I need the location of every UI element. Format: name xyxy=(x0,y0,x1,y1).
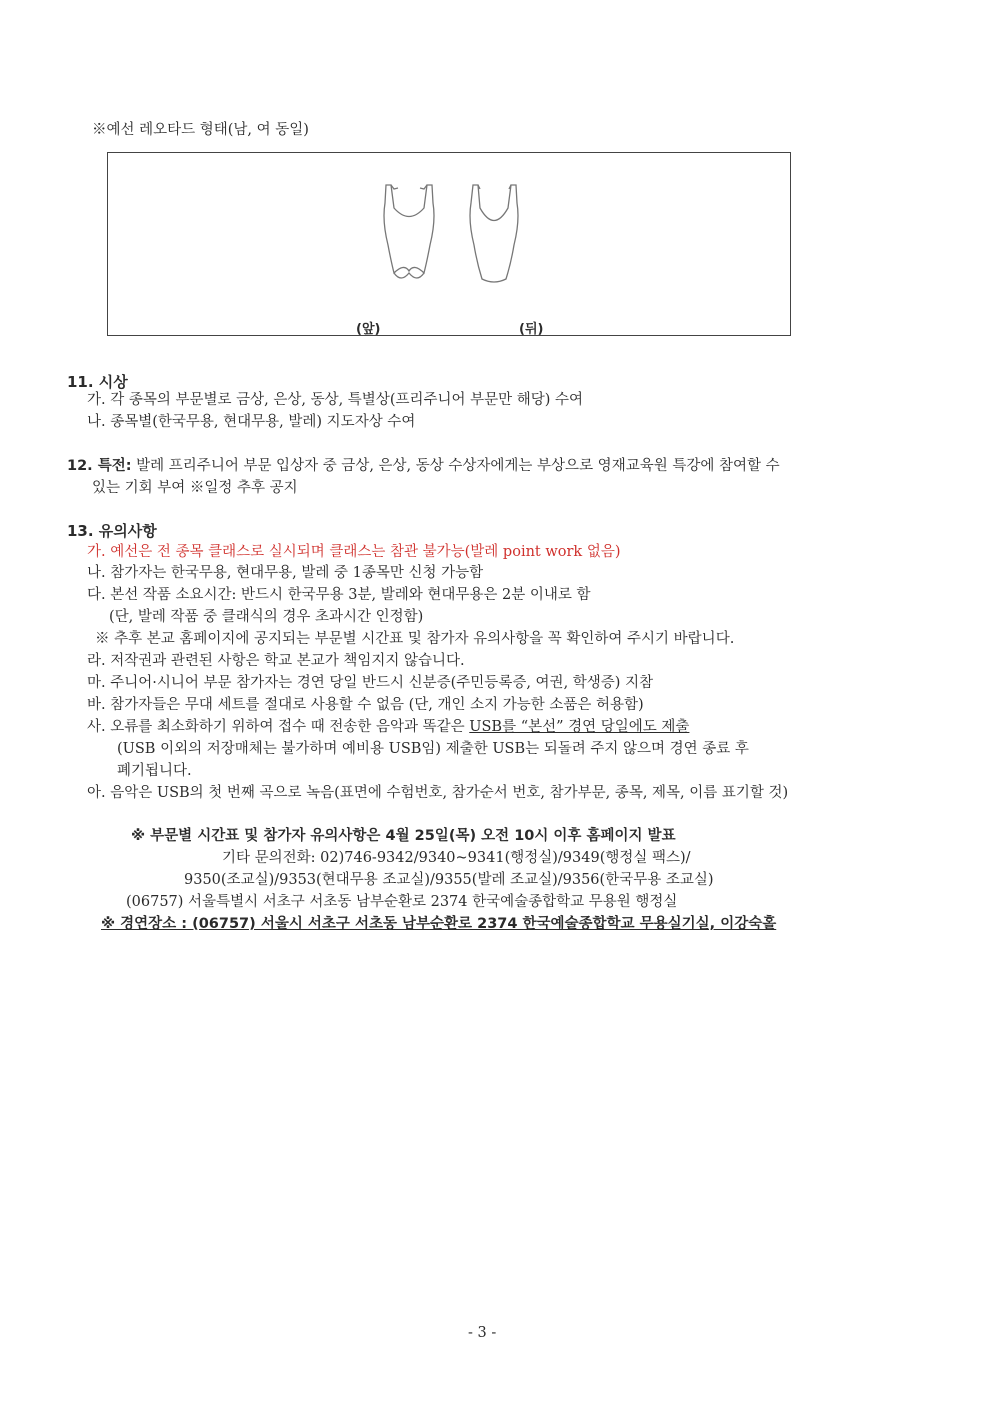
section-12-line-2: 있는 기회 부여 ※일정 추후 공지 xyxy=(92,480,298,496)
section-13-item-sa-underline: USB를 “본선” 경연 당일에도 제출 xyxy=(469,719,690,735)
contact-line-2: 9350(조교실)/9353(현대무용 조교실)/9355(발레 조교실)/9356(한국무용 조교실) xyxy=(184,872,714,888)
section-13-item-da-note: (단, 발레 작품 중 클래식의 경우 초과시간 인정함) xyxy=(109,609,424,625)
section-13-item-ba: 바. 참가자들은 무대 세트를 절대로 사용할 수 없음 (단, 개인 소지 가능한 소품은 허용함) xyxy=(87,697,644,713)
venue-info: ※ 경연장소 : (06757) 서울시 서초구 서초동 남부순환로 2374 한국예술종합학교 무용실기실, 이강숙홀 xyxy=(101,916,777,932)
back-label: (뒤) xyxy=(519,322,544,337)
section-13-notice: ※ 추후 본교 홈페이지에 공지되는 부문별 시간표 및 참가자 유의사항을 꼭 확인하여 주시기 바랍니다. xyxy=(95,631,735,647)
schedule-announcement: ※ 부문별 시간표 및 참가자 유의사항은 4월 25일(목) 오전 10시 이후 홈페이지 발표 xyxy=(131,828,676,844)
section-13-item-sa-line-3: 폐기됩니다. xyxy=(117,763,192,779)
leotard-illustration xyxy=(108,153,792,337)
section-13-item-da: 다. 본선 작품 소요시간: 반드시 한국무용 3분, 발레와 현대무용은 2분 이내로 함 xyxy=(87,587,591,603)
section-13-item-na: 나. 참가자는 한국무용, 현대무용, 발레 중 1종목만 신청 가능함 xyxy=(87,565,484,581)
leotard-front-icon xyxy=(384,185,434,278)
section-11-item-na: 나. 종목별(한국무용, 현대무용, 발레) 지도자상 수여 xyxy=(87,414,416,430)
front-label: (앞) xyxy=(356,322,381,337)
section-13-item-ra: 라. 저작권과 관련된 사항은 학교 본교가 책임지지 않습니다. xyxy=(87,653,465,669)
contact-line-1: 기타 문의전화: 02)746-9342/9340~9341(행정실)/9349(행정실 팩스)/ xyxy=(222,850,691,866)
section-13-item-sa-line-2: (USB 이외의 저장매체는 불가하며 예비용 USB임) 제출한 USB는 되돌려 주지 않으며 경연 종료 후 xyxy=(117,741,749,757)
leotard-figure-box xyxy=(107,152,791,336)
section-13-title: 13. 유의사항 xyxy=(67,522,157,540)
section-13-item-a: 아. 음악은 USB의 첫 번째 곡으로 녹음(표면에 수험번호, 참가순서 번호, 참가부문, 종목, 제목, 이름 표기할 것) xyxy=(87,785,789,801)
section-12-text: 발레 프리주니어 부문 입상자 중 금상, 은상, 동상 수상자에게는 부상으로 영재교육원 특강에 참여할 수 xyxy=(136,458,780,474)
page-number: - 3 - xyxy=(468,1325,497,1341)
section-13-item-ga: 가. 예선은 전 종목 클래스로 실시되며 클래스는 참관 불가능(발레 point work 없음) xyxy=(87,544,621,560)
section-11-item-ga: 가. 각 종목의 부문별로 금상, 은상, 동상, 특별상(프리주니어 부문만 해당) 수여 xyxy=(87,392,584,408)
section-11-title: 11. 시상 xyxy=(67,373,128,391)
leotard-note: ※예선 레오타드 형태(남, 여 동일) xyxy=(92,122,309,138)
office-address: (06757) 서울특별시 서초구 서초동 남부순환로 2374 한국예술종합학교 무용원 행정실 xyxy=(126,894,678,910)
section-12-line-1 xyxy=(67,457,780,475)
leotard-back-icon xyxy=(470,185,518,282)
section-13-item-ma: 마. 주니어·시니어 부문 참가자는 경연 당일 반드시 신분증(주민등록증, 여권, 학생증) 지참 xyxy=(87,675,654,691)
section-12-title: 12. 특전: xyxy=(67,458,132,474)
section-13-item-sa-text: 사. 오류를 최소화하기 위하여 접수 때 전송한 음악과 똑같은 xyxy=(87,719,470,735)
section-13-item-sa xyxy=(87,718,689,736)
